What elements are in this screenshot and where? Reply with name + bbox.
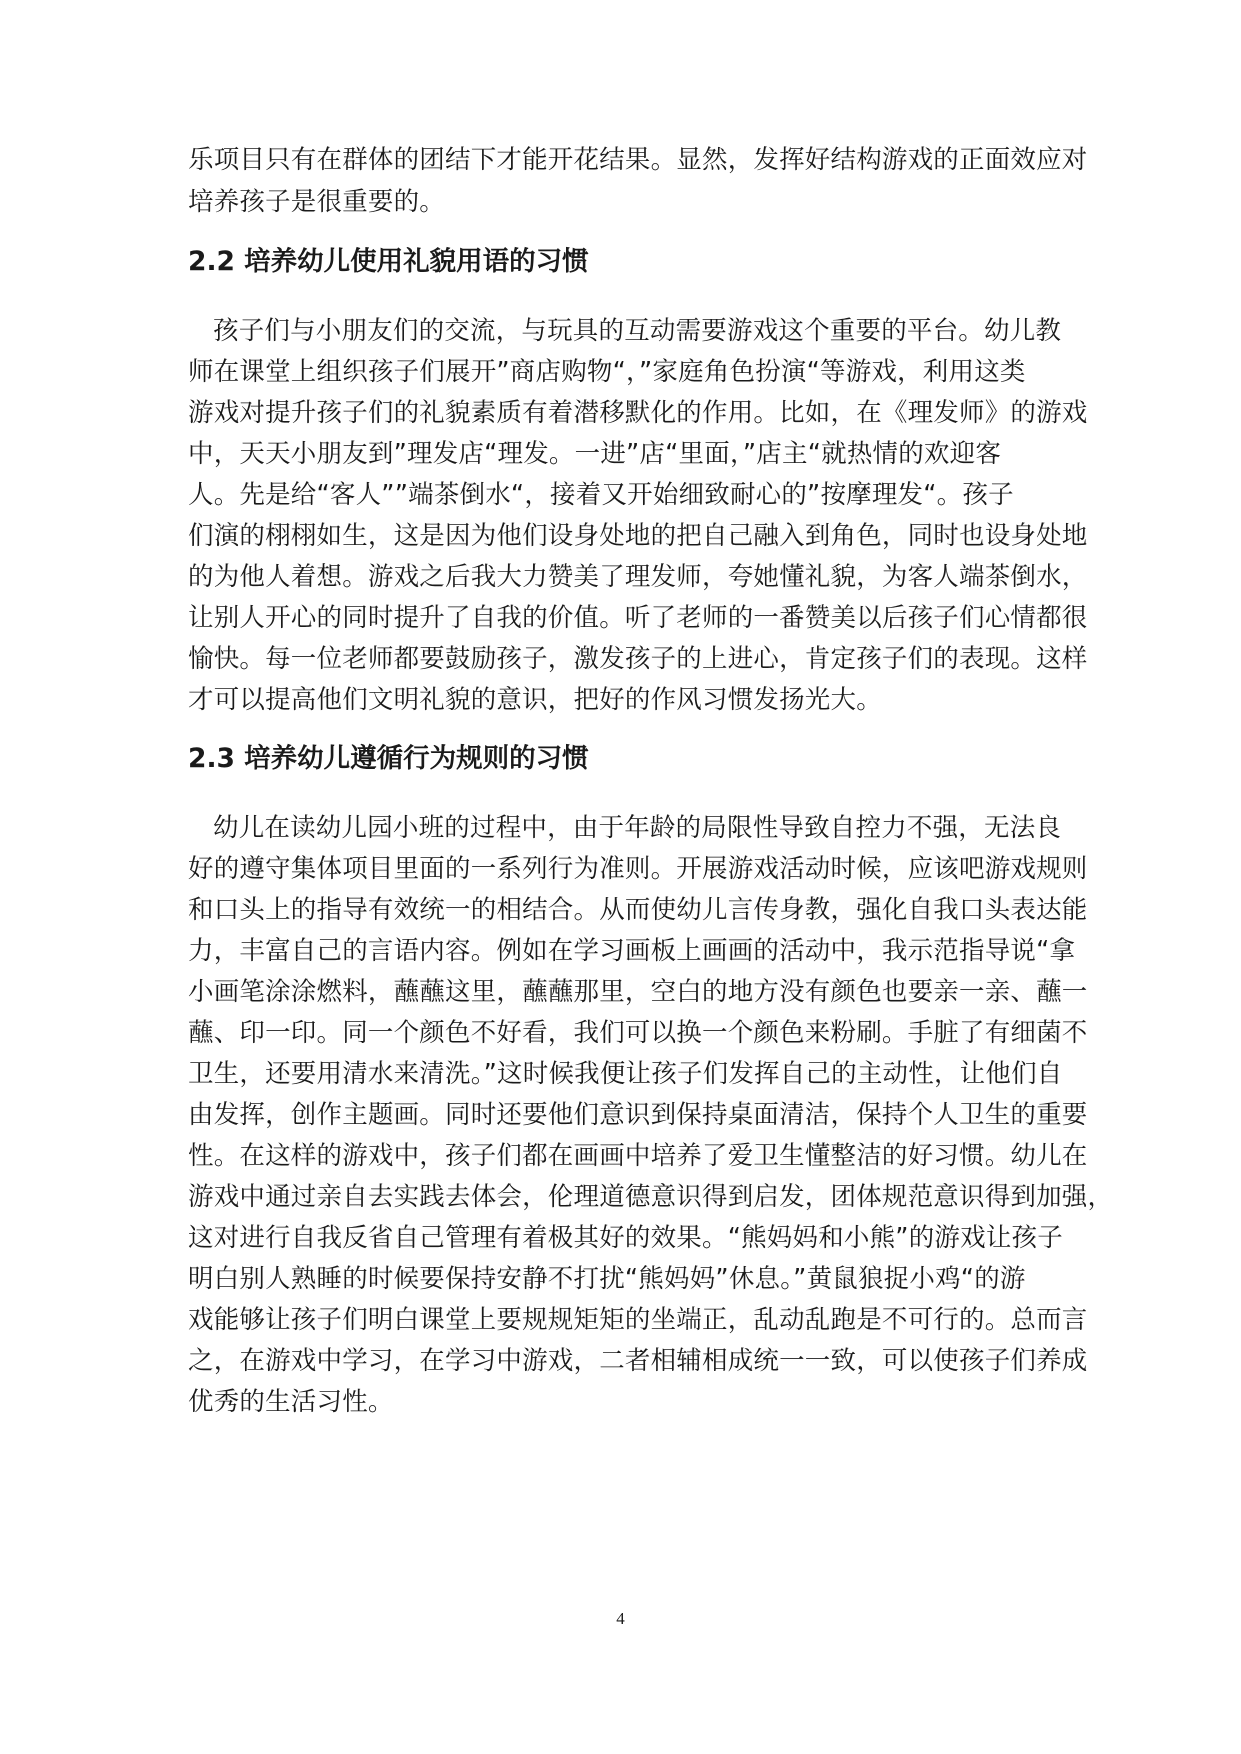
section-2-2-line-6: 们演的栩栩如生，这是因为他们设身处地的把自己融入到角色，同时也设身处地 (188, 521, 1088, 551)
section-2-3-heading: 2.3 培养幼儿遵循行为规则的习惯 (188, 743, 589, 774)
section-2-2-line-9: 愉快。每一位老师都要鼓励孩子，激发孩子的上进心，肯定孩子们的表现。这样 (188, 644, 1088, 674)
section-2-3-line-5: 小画笔涂涂燃料，蘸蘸这里，蘸蘸那里，空白的地方没有颜色也要亲一亲、蘸一 (188, 977, 1088, 1007)
section-2-3-line-15: 优秀的生活习性。 (188, 1387, 394, 1417)
section-2-3-line-13: 戏能够让孩子们明白课堂上要规规矩矩的坐端正，乱动乱跑是不可行的。总而言 (188, 1305, 1088, 1335)
section-2-3-line-10: 游戏中通过亲自去实践去体会，伦理道德意识得到启发，团体规范意识得到加强， (188, 1182, 1114, 1212)
section-2-3-line-9: 性。在这样的游戏中，孩子们都在画画中培养了爱卫生懂整洁的好习惯。幼儿在 (188, 1141, 1088, 1171)
section-2-2-line-2: 师在课堂上组织孩子们展开”商店购物“，”家庭角色扮演“等游戏，利用这类 (188, 357, 1026, 387)
intro-line-1: 乐项目只有在群体的团结下才能开花结果。显然，发挥好结构游戏的正面效应对 (188, 145, 1088, 175)
section-2-2-line-4: 中，天天小朋友到”理发店“理发。一进”店“里面，”店主“就热情的欢迎客 (188, 439, 1002, 469)
section-2-3-line-6: 蘸、印一印。同一个颜色不好看，我们可以换一个颜色来粉刷。手脏了有细菌不 (188, 1018, 1088, 1048)
section-2-2-line-5: 人。先是给“客人””端茶倒水“，接着又开始细致耐心的”按摩理发“。孩子 (188, 480, 1014, 510)
section-2-3-line-12: 明白别人熟睡的时候要保持安静不打扰“熊妈妈”休息。”黄鼠狼捉小鸡“的游 (188, 1264, 1026, 1294)
section-2-3-line-11: 这对进行自我反省自己管理有着极其好的效果。“熊妈妈和小熊”的游戏让孩子 (188, 1223, 1063, 1253)
page-number: 4 (616, 1609, 625, 1628)
section-2-3-line-1: 幼儿在读幼儿园小班的过程中，由于年龄的局限性导致自控力不强，无法良 (213, 813, 1062, 843)
section-2-3-line-3: 和口头上的指导有效统一的相结合。从而使幼儿言传身教，强化自我口头表达能 (188, 895, 1088, 925)
section-2-2-line-8: 让别人开心的同时提升了自我的价值。听了老师的一番赞美以后孩子们心情都很 (188, 603, 1088, 633)
section-2-3-line-2: 好的遵守集体项目里面的一系列行为准则。开展游戏活动时候，应该吧游戏规则 (188, 854, 1088, 884)
section-2-3-line-14: 之，在游戏中学习，在学习中游戏，二者相辅相成统一一致，可以使孩子们养成 (188, 1346, 1088, 1376)
intro-line-2: 培养孩子是很重要的。 (188, 187, 446, 217)
section-2-2-heading: 2.2 培养幼儿使用礼貌用语的习惯 (188, 246, 589, 277)
section-2-2-line-1: 孩子们与小朋友们的交流，与玩具的互动需要游戏这个重要的平台。幼儿教 (213, 316, 1062, 346)
section-2-3-line-8: 由发挥，创作主题画。同时还要他们意识到保持桌面清洁，保持个人卫生的重要 (188, 1100, 1088, 1130)
section-2-2-line-3: 游戏对提升孩子们的礼貌素质有着潜移默化的作用。比如，在《理发师》的游戏 (188, 398, 1088, 428)
section-2-3-line-4: 力，丰富自己的言语内容。例如在学习画板上画画的活动中，我示范指导说“拿 (188, 936, 1076, 966)
section-2-2-line-7: 的为他人着想。游戏之后我大力赞美了理发师，夸她懂礼貌，为客人端茶倒水， (188, 562, 1088, 592)
section-2-3-line-7: 卫生，还要用清水来清洗。”这时候我便让孩子们发挥自己的主动性，让他们自 (188, 1059, 1063, 1089)
section-2-2-line-10: 才可以提高他们文明礼貌的意识，把好的作风习惯发扬光大。 (188, 685, 882, 715)
